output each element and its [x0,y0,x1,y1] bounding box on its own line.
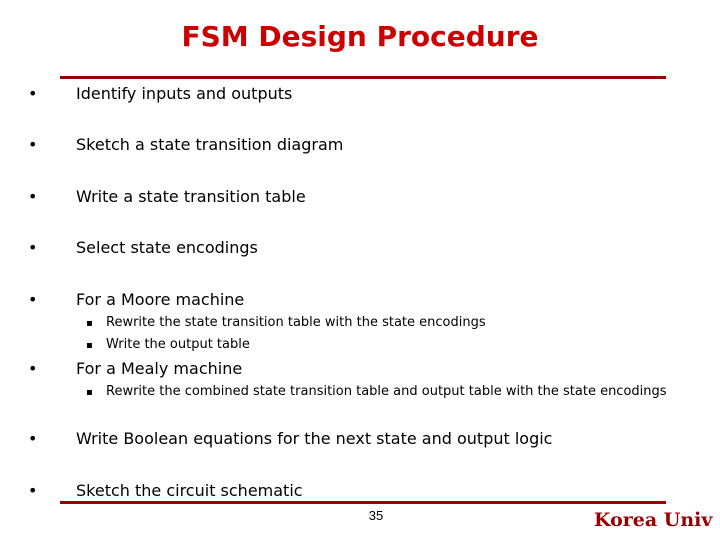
bullet-dot-icon: • [28,481,38,500]
bullet-text: Sketch the circuit schematic [76,481,303,500]
bullet-dot-icon: • [28,290,38,309]
korea-univ-logo: Korea Univ [594,509,713,531]
bullet-dot-icon: • [28,238,38,257]
bullet-text: Sketch a state transition diagram [76,135,344,154]
bullet-text: Write Boolean equations for the next state and output logic [76,429,553,448]
bullet-dot-icon: • [28,135,38,154]
bullet-text: Identify inputs and outputs [76,84,293,103]
subbullet-text: Write the output table [106,337,250,352]
bullet-dot-icon: • [28,84,38,103]
bullet-text: For a Mealy machine [76,359,243,378]
subbullet-square-icon: ▪ [86,318,93,329]
bottom-divider [60,501,666,504]
bullet-dot-icon: • [28,429,38,448]
slide-title: FSM Design Procedure [181,20,539,53]
subbullet-text: Rewrite the state transition table with the state encodings [106,315,486,330]
page-number: 35 [368,508,384,523]
bullet-text: Select state encodings [76,238,258,257]
subbullet-square-icon: ▪ [86,340,93,351]
bullet-dot-icon: • [28,359,38,378]
subbullet-text: Rewrite the combined state transition table and output table with the state encodings [106,384,667,399]
bullet-text: Write a state transition table [76,187,306,206]
bullet-text: For a Moore machine [76,290,245,309]
subbullet-square-icon: ▪ [86,387,93,398]
top-divider [60,76,666,79]
bullet-dot-icon: • [28,187,38,206]
